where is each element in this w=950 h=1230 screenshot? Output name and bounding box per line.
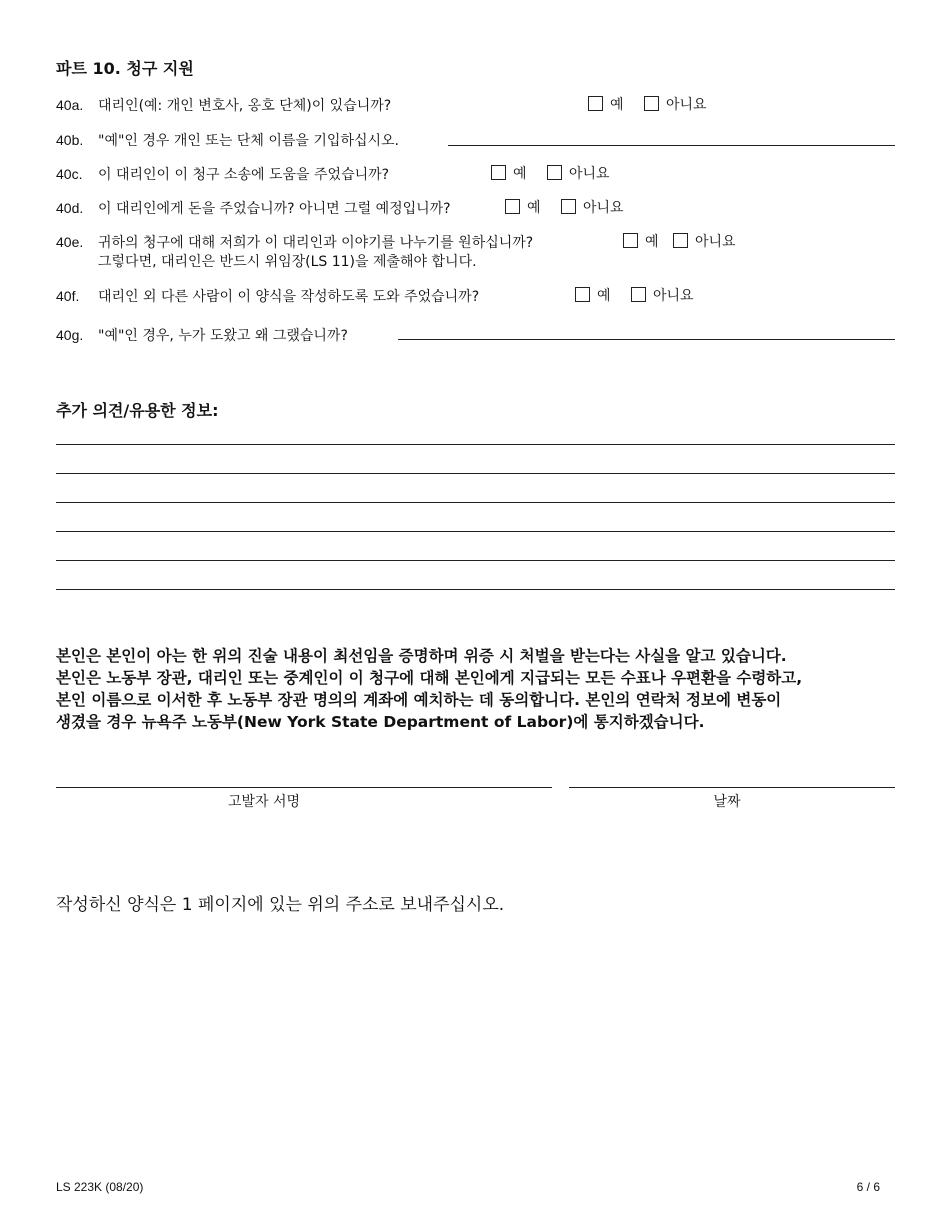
- question-text: 귀하의 청구에 대해 저희가 이 대리인과 이야기를 나누기를 원하십니까?: [98, 235, 534, 251]
- checkbox-40d-no[interactable]: [561, 198, 624, 218]
- checkbox-icon[interactable]: [547, 165, 562, 180]
- no-label: 아니요: [666, 97, 707, 113]
- comment-line[interactable]: [56, 560, 895, 561]
- comments-title: 추가 의견/유용한 정보:: [56, 401, 219, 420]
- checkbox-icon[interactable]: [505, 199, 520, 214]
- question-number: 40b.: [56, 132, 84, 148]
- question-number: 40d.: [56, 200, 84, 216]
- yes-label: 예: [527, 200, 541, 216]
- checkbox-40a-yes[interactable]: [588, 95, 624, 115]
- mail-instruction: 작성하신 양식은 1 페이지에 있는 위의 주소로 보내주십시오.: [56, 895, 505, 915]
- signature-line[interactable]: [56, 787, 552, 788]
- comment-line[interactable]: [56, 444, 895, 445]
- checkbox-icon[interactable]: [491, 165, 506, 180]
- question-number: 40f.: [56, 288, 80, 304]
- checkbox-40e-no[interactable]: [673, 232, 736, 252]
- section-title: 파트 10. 청구 지원: [56, 59, 194, 78]
- declaration-line: 본인은 본인이 아는 한 위의 진술 내용이 최선임을 증명하며 위증 시 처벌을 받는다는 사실을 알고 있습니다.: [56, 647, 787, 665]
- declaration-line: 생겼을 경우 뉴욕주 노동부(New York State Department of Labor)에 통지하겠습니다.: [56, 713, 705, 731]
- question-40f: [56, 286, 479, 307]
- question-text: 대리인(예: 개인 변호사, 옹호 단체)이 있습니까?: [98, 98, 392, 114]
- yes-label: 예: [513, 166, 527, 182]
- representative-name-field[interactable]: [448, 145, 895, 146]
- question-40e-note: 그렇다면, 대리인은 반드시 위임장(LS 11)을 제출해야 합니다.: [98, 254, 477, 270]
- question-text: "예"인 경우 개인 또는 단체 이름을 기입하십시오.: [98, 133, 399, 149]
- yes-label: 예: [610, 97, 624, 113]
- question-text: 이 대리인에게 돈을 주었습니까? 아니면 그럴 예정입니까?: [98, 201, 451, 217]
- question-number: 40c.: [56, 166, 83, 182]
- date-line[interactable]: [569, 787, 895, 788]
- question-40c: [56, 164, 389, 185]
- date-label: 날짜: [713, 794, 741, 810]
- question-40a: [56, 95, 391, 116]
- question-40d: [56, 198, 451, 219]
- form-id: LS 223K (08/20): [56, 1180, 144, 1194]
- question-40b: [56, 130, 399, 151]
- comment-line[interactable]: [56, 531, 895, 532]
- question-40e: [56, 232, 533, 253]
- declaration-line: 본인은 노동부 장관, 대리인 또는 중계인이 이 청구에 대해 본인에게 지급되는 모든 수표나 우편환을 수령하고,: [56, 669, 803, 687]
- yes-label: 예: [597, 288, 611, 304]
- comment-line[interactable]: [56, 502, 895, 503]
- no-label: 아니요: [653, 288, 694, 304]
- no-label: 아니요: [569, 166, 610, 182]
- declaration-line: 본인 이름으로 이서한 후 노동부 장관 명의의 계좌에 예치하는 데 동의합니다. 본인의 연락처 정보에 변동이: [56, 691, 782, 709]
- checkbox-icon[interactable]: [623, 233, 638, 248]
- question-text: 대리인 외 다른 사람이 이 양식을 작성하도록 도와 주었습니까?: [98, 289, 480, 305]
- checkbox-40f-no[interactable]: [631, 286, 694, 306]
- checkbox-40c-no[interactable]: [547, 164, 610, 184]
- checkbox-icon[interactable]: [561, 199, 576, 214]
- checkbox-icon[interactable]: [575, 287, 590, 302]
- question-text: "예"인 경우, 누가 도왔고 왜 그랬습니까?: [98, 328, 348, 344]
- helper-explanation-field[interactable]: [398, 339, 895, 340]
- checkbox-icon[interactable]: [588, 96, 603, 111]
- question-text: 이 대리인이 이 청구 소송에 도움을 주었습니까?: [98, 167, 390, 183]
- question-40g: [56, 325, 348, 346]
- checkbox-40d-yes[interactable]: [505, 198, 541, 218]
- no-label: 아니요: [695, 234, 736, 250]
- no-label: 아니요: [583, 200, 624, 216]
- signature-label: 고발자 서명: [227, 794, 301, 810]
- checkbox-40f-yes[interactable]: [575, 286, 611, 306]
- comment-line[interactable]: [56, 589, 895, 590]
- yes-label: 예: [645, 234, 659, 250]
- comment-line[interactable]: [56, 473, 895, 474]
- checkbox-icon[interactable]: [673, 233, 688, 248]
- checkbox-icon[interactable]: [631, 287, 646, 302]
- checkbox-40c-yes[interactable]: [491, 164, 527, 184]
- question-number: 40e.: [56, 234, 84, 250]
- question-number: 40g.: [56, 327, 84, 343]
- question-number: 40a.: [56, 97, 84, 113]
- page-number: 6 / 6: [856, 1180, 880, 1194]
- checkbox-icon[interactable]: [644, 96, 659, 111]
- declaration: [56, 645, 916, 733]
- checkbox-40a-no[interactable]: [644, 95, 707, 115]
- checkbox-40e-yes[interactable]: [623, 232, 659, 252]
